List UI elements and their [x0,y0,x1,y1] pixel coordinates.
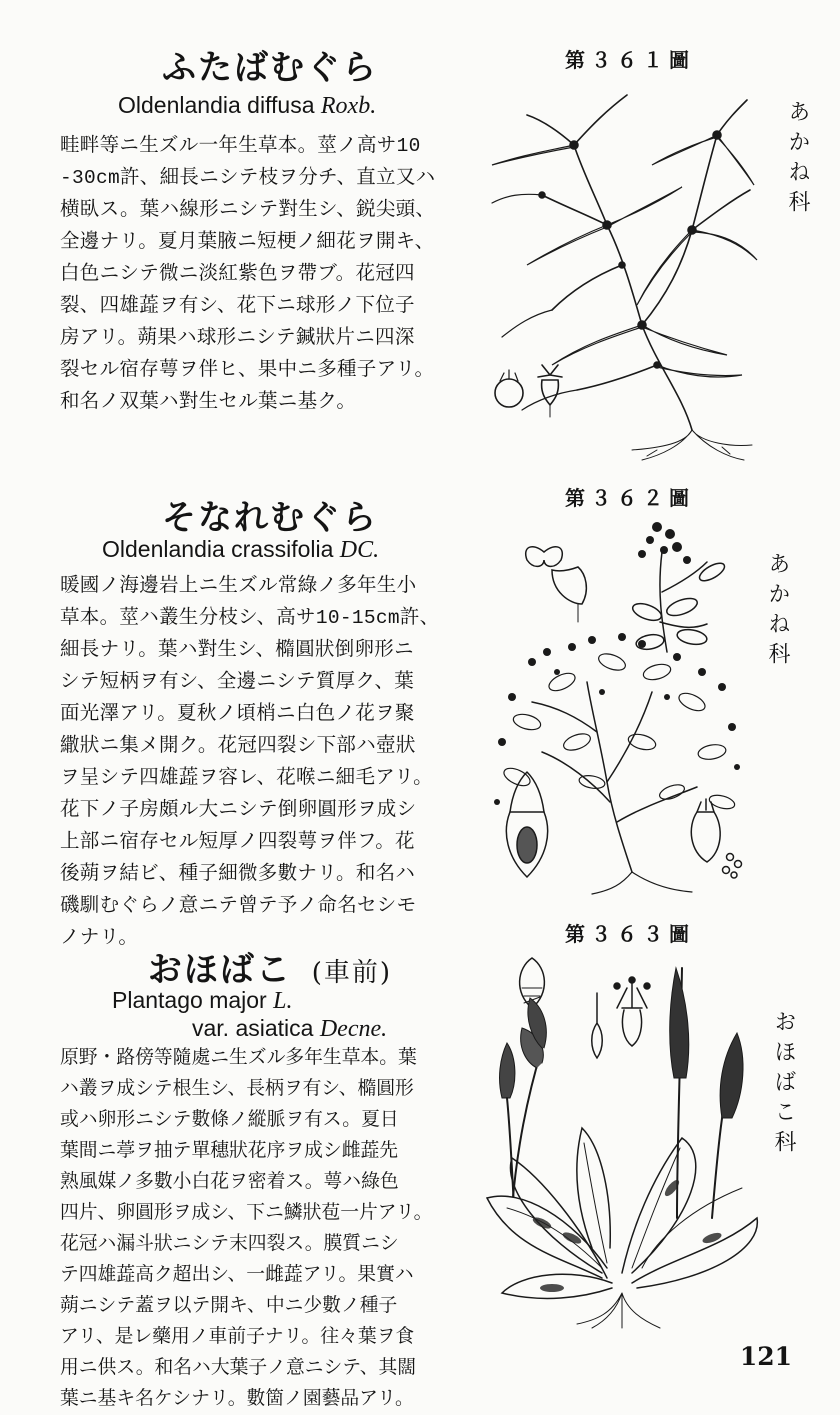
genus-species: Oldenlandia diffusa [118,92,315,118]
desc-line: 用ニ供ス。和名ハ大葉子ノ意ニシテ、其闊 [60,1357,417,1379]
desc-line: ハ叢ヲ成シテ根生シ、長柄ヲ有シ、橢圓形 [60,1078,414,1100]
desc-line: ヲ呈シテ四雄蕋ヲ容レ、花喉ニ細毛アリ。 [60,767,433,789]
desc-line: 面光澤アリ。夏秋ノ頃梢ニ白色ノ花ヲ聚 [60,703,415,725]
scientific-name [112,987,292,1015]
genus-species: Oldenlandia crassifolia [102,536,334,562]
plant-illustration [482,75,762,465]
japanese-name-text: おほばこ [147,950,292,990]
desc-line: 葉ニ基キ名ケシナリ。數箇ノ園藝品アリ。 [60,1388,414,1410]
authority: L. [273,988,293,1014]
desc-line: 草本。莖ハ叢生分枝シ、高サ10-15cm許、 [60,607,440,629]
desc-line: 裂、四雄蕋ヲ有シ、花下ニ球形ノ下位子 [60,295,415,317]
japanese-name: そなれむぐら [162,498,378,538]
figure-label: 第３６３圖 [565,922,695,946]
desc-line: 横臥ス。葉ハ線形ニシテ對生シ、鋭尖頭、 [60,199,436,221]
authority: Roxb. [320,93,377,119]
japanese-name [60,942,480,991]
description [60,1043,472,1415]
figure-label: 第３６２圖 [565,486,695,510]
desc-line: 熟風媒ノ多數小白花ヲ密着ス。萼ハ綠色 [60,1171,399,1193]
desc-line: 房アリ。蒴果ハ球形ニシテ鍼狀片ニ四深 [60,327,415,349]
common-name-paren: (車前) [311,958,393,988]
desc-line: ノナリ。 [60,927,139,949]
desc-line: アリ、是レ藥用ノ車前子ナリ。往々葉ヲ食 [60,1326,415,1348]
desc-line: 和名ノ双葉ハ對生セル葉ニ基ク。 [60,391,357,413]
authority: Decne. [319,1016,388,1042]
desc-line: 蒴ニシテ蓋ヲ以テ開キ、中ニ少數ノ種子 [60,1295,398,1317]
family-label: あかね科 [765,552,790,672]
desc-line: シテ短柄ヲ有シ、全邊ニシテ質厚ク、葉 [60,671,415,693]
desc-line: 上部ニ宿存セル短厚ノ四裂萼ヲ伴フ。花 [60,831,415,853]
variety: var. asiatica [192,1015,314,1041]
desc-line: 暖國ノ海邊岩上ニ生ズル常綠ノ多年生小 [60,575,417,597]
desc-line: 花下ノ子房頗ル大ニシテ倒卵圓形ヲ成シ [60,799,417,821]
entry-futabamugura [0,0,840,470]
desc-line: 繖狀ニ集メ開ク。花冠四裂シ下部ハ壺狀 [60,735,416,757]
scientific-name [118,92,376,120]
desc-line: -30cm許、細長ニシテ枝ヲ分チ、直立又ハ [60,167,436,189]
desc-line: 原野・路傍等隨處ニ生ズル多年生草本。葉 [60,1047,417,1069]
genus-species: Plantago major [112,987,267,1013]
desc-line: 白色ニシテ微ニ淡紅紫色ヲ帶ブ。花冠四 [60,263,415,285]
scientific-name-variety [192,1015,387,1043]
japanese-name: ふたばむぐら [162,48,378,88]
family-label: おほばこ科 [771,1010,796,1160]
description [60,570,472,954]
desc-line: 細長ナリ。葉ハ對生シ、橢圓狀倒卵形ニ [60,639,414,661]
desc-line: テ四雄蕋高ク超出シ、一雌蕋アリ。果實ハ [60,1264,414,1286]
entry-ohobako [0,910,840,1410]
desc-line: 全邊ナリ。夏月葉腋ニ短梗ノ細花ヲ開キ、 [60,231,435,253]
page-number: 121 [739,1342,792,1371]
plant-illustration [482,948,767,1333]
desc-line: 葉間ニ葶ヲ抽テ單穗狀花序ヲ成シ雌蕋先 [60,1140,399,1162]
plant-illustration [482,512,752,902]
figure-label: 第３６１圖 [565,48,695,72]
scientific-name [102,536,379,564]
desc-line: 畦畔等ニ生ズル一年生草本。莖ノ高サ10 [60,135,421,157]
desc-line: 或ハ卵形ニシテ數條ノ縱脈ヲ有ス。夏日 [60,1109,399,1131]
desc-line: 後蒴ヲ結ビ、種子細微多數ナリ。和名ハ [60,863,416,885]
desc-line: 四片、卵圓形ヲ成シ、下ニ鱗狀苞一片アリ。 [60,1202,433,1224]
desc-line: 裂セル宿存萼ヲ伴ヒ、果中ニ多種子アリ。 [60,359,435,381]
authority: DC. [339,537,380,563]
family-label: あかね科 [785,100,810,220]
desc-line: 磯馴むぐらノ意ニテ曾テ予ノ命名セシモ [60,895,417,917]
description [60,130,472,418]
desc-line: 花冠ハ漏斗狀ニシテ末四裂ス。膜質ニシ [60,1233,399,1255]
